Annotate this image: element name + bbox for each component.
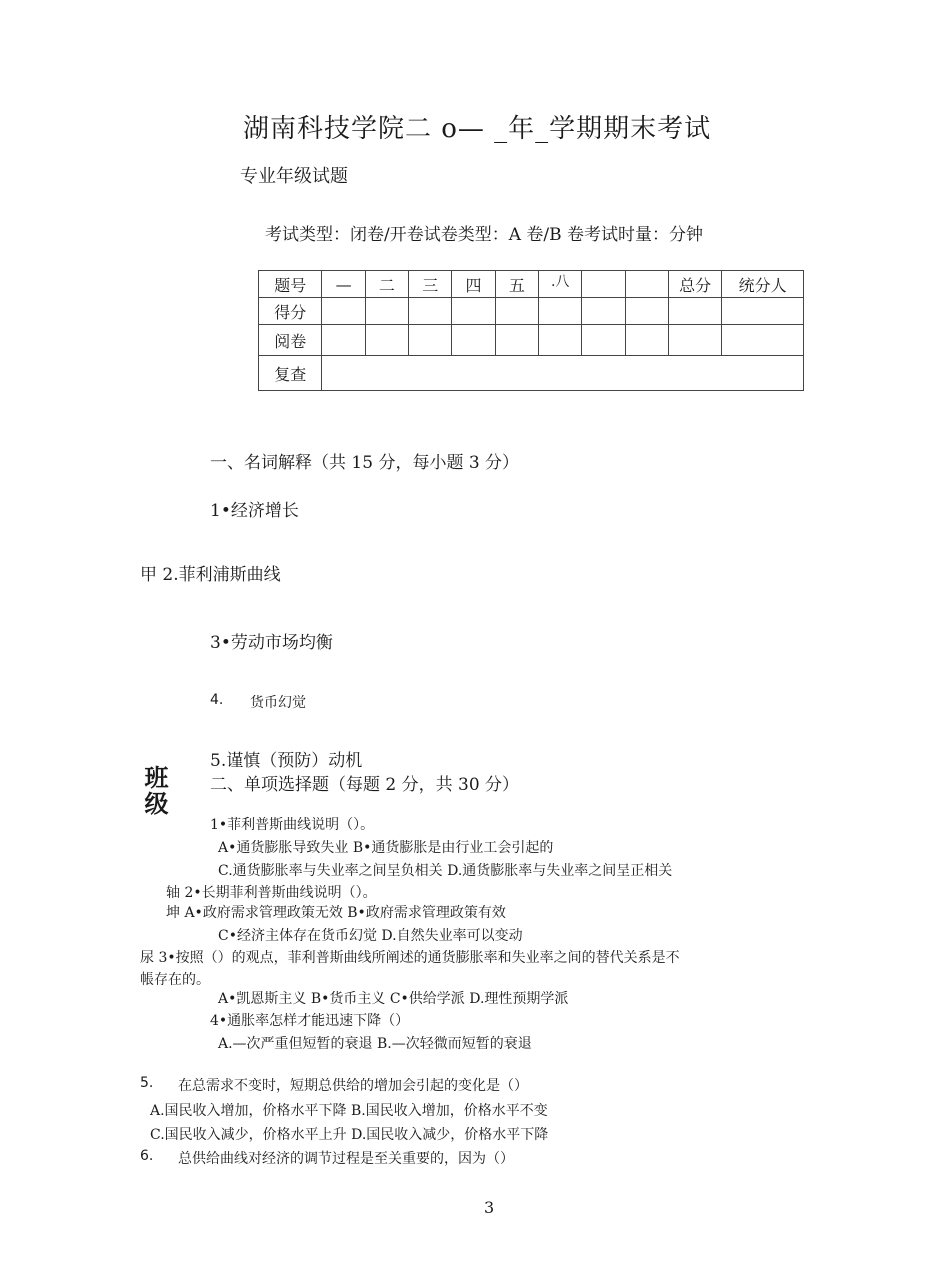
score-row-defen bbox=[259, 298, 804, 325]
score-input-cell bbox=[452, 298, 495, 325]
exam-info: 考试类型：闭卷/开卷试卷类型：A 卷/B 卷考试时量：分钟 bbox=[265, 225, 704, 245]
score-input-cell bbox=[322, 325, 365, 356]
score-input-cell bbox=[582, 325, 625, 356]
term-item: 货币幻觉 bbox=[250, 695, 306, 711]
score-row-yuejuan bbox=[259, 325, 804, 356]
score-input-cell bbox=[495, 325, 538, 356]
question: 1•菲利普斯曲线说明（）。 bbox=[210, 817, 375, 833]
page-number: 3 bbox=[484, 1198, 495, 1217]
score-table bbox=[258, 270, 804, 391]
question-number: 5. bbox=[140, 1075, 154, 1091]
score-input-cell bbox=[495, 298, 538, 325]
question-options: A•凯恩斯主义 B•货币主义 C•供给学派 D.理性预期学派 bbox=[218, 991, 569, 1007]
score-cell bbox=[625, 271, 668, 298]
side-label-class: 班级 bbox=[140, 765, 169, 817]
score-cell: 三 bbox=[409, 271, 452, 298]
score-cell bbox=[582, 271, 625, 298]
question-options: C.国民收入减少，价格水平上升 D.国民收入减少，价格水平下降 bbox=[150, 1127, 549, 1143]
question: 帳存在的。 bbox=[140, 972, 210, 988]
score-cell: 五 bbox=[495, 271, 538, 298]
score-input-cell bbox=[365, 325, 408, 356]
score-cell: 四 bbox=[452, 271, 495, 298]
score-input-cell bbox=[722, 325, 804, 356]
question-options: C.通货膨胀率与失业率之间呈负相关 D.通货膨胀率与失业率之间呈正相关 bbox=[218, 863, 673, 879]
question-options: A•通货膨胀导致失业 B•通货膨胀是由行业工会引起的 bbox=[218, 840, 554, 856]
score-input-cell bbox=[409, 298, 452, 325]
score-input-cell bbox=[539, 298, 582, 325]
score-row-label: 得分 bbox=[259, 298, 322, 325]
question-options: C•经济主体存在货币幻觉 D.自然失业率可以变动 bbox=[218, 928, 523, 944]
score-cell: 题号 bbox=[259, 271, 322, 298]
score-input-cell bbox=[625, 325, 668, 356]
score-input-cell bbox=[365, 298, 408, 325]
score-cell: 二 bbox=[365, 271, 408, 298]
question: 4•通胀率怎样才能迅速下降（） bbox=[210, 1013, 410, 1029]
question-options: 坤 A•政府需求管理政策无效 B•政府需求管理政策有效 bbox=[166, 905, 506, 921]
exam-title: 湖南科技学院二 o— _年_学期期末考试 bbox=[243, 114, 712, 144]
term-item: 3•劳动市场均衡 bbox=[210, 633, 333, 653]
term-item: 甲 2.菲利浦斯曲线 bbox=[140, 565, 281, 585]
question-options: A.—次严重但短暂的衰退 B.—次轻微而短暂的衰退 bbox=[218, 1036, 532, 1052]
score-input-cell bbox=[452, 325, 495, 356]
term-item: 1•经济增长 bbox=[210, 501, 299, 521]
term-item: 5.谨慎（预防）动机 bbox=[210, 751, 363, 771]
score-row-fucha bbox=[259, 356, 804, 391]
score-input-cell bbox=[668, 325, 721, 356]
score-input-cell bbox=[625, 298, 668, 325]
section1-heading: 一、名词解释（共 15 分，每小题 3 分） bbox=[210, 453, 520, 473]
question: 轴 2•长期菲利普斯曲线说明（）。 bbox=[166, 885, 377, 901]
score-cell: 统分人 bbox=[722, 271, 804, 298]
question-options: A.国民收入增加，价格水平下降 B.国民收入增加，价格水平不变 bbox=[150, 1103, 548, 1119]
score-cell: — bbox=[322, 271, 365, 298]
score-merged-cell bbox=[322, 356, 804, 391]
exam-subtitle: 专业年级试题 bbox=[240, 166, 348, 187]
score-input-cell bbox=[409, 325, 452, 356]
question: 总供给曲线对经济的调节过程是至关重要的，因为（） bbox=[178, 1151, 514, 1167]
score-input-cell bbox=[722, 298, 804, 325]
score-input-cell bbox=[322, 298, 365, 325]
question: 尿 3•按照（）的观点，菲利普斯曲线所阐述的通货膨胀率和失业率之间的替代关系是不 bbox=[140, 950, 680, 966]
section2-heading: 二、单项选择题（每题 2 分，共 30 分） bbox=[210, 775, 520, 795]
question-number: 6. bbox=[140, 1148, 154, 1164]
score-row-label: 复查 bbox=[259, 356, 322, 391]
score-cell: 总分 bbox=[668, 271, 721, 298]
score-row-label: 阅卷 bbox=[259, 325, 322, 356]
question: 在总需求不变时，短期总供给的增加会引起的变化是（） bbox=[178, 1078, 528, 1094]
score-table-header-row bbox=[259, 271, 804, 298]
score-cell: .八 bbox=[539, 271, 582, 298]
score-input-cell bbox=[539, 325, 582, 356]
score-input-cell bbox=[668, 298, 721, 325]
term-item-number: 4. bbox=[210, 692, 224, 708]
score-input-cell bbox=[582, 298, 625, 325]
